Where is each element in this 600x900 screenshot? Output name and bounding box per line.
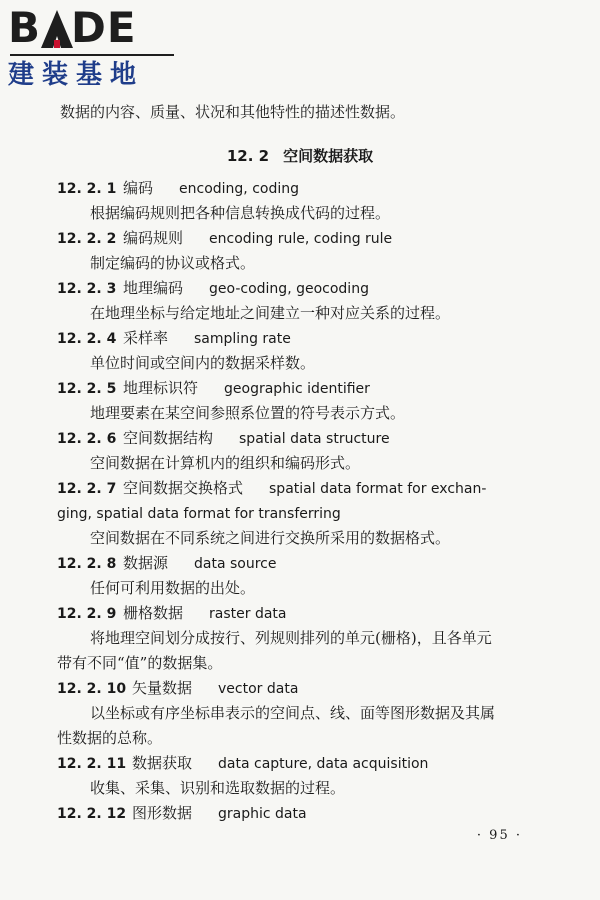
entry-heading bbox=[57, 678, 600, 699]
entry-definition: 地理要素在某空间参照系位置的符号表示方式。 bbox=[90, 404, 406, 422]
entry-term: 图形数据 bbox=[132, 804, 193, 822]
entry-english-term: geographic identifier bbox=[224, 381, 370, 397]
entry-english-term: sampling rate bbox=[194, 331, 291, 347]
entry-number: 12. 2. 7 bbox=[57, 481, 117, 497]
entry-term: 空间数据交换格式 bbox=[123, 479, 244, 497]
logo-wordmark: B DE bbox=[8, 3, 137, 52]
page-number: · 95 · bbox=[476, 828, 522, 843]
entry-heading bbox=[57, 753, 600, 774]
entry-definition: 在地理坐标与给定地址之间建立一种对应关系的过程。 bbox=[90, 304, 451, 322]
entry-english-term: raster data bbox=[209, 606, 287, 622]
intro-line: 数据的内容、质量、状况和其他特性的描述性数据。 bbox=[60, 103, 406, 121]
entry-term: 编码规则 bbox=[123, 229, 184, 247]
entry-number: 12. 2. 11 bbox=[57, 756, 127, 772]
entry-number: 12. 2. 1 bbox=[57, 181, 117, 197]
entry-definition: 性数据的总称。 bbox=[57, 729, 163, 747]
entry-definition: 收集、采集、识别和选取数据的过程。 bbox=[90, 779, 346, 797]
entry-english-term-continued bbox=[57, 503, 600, 524]
entry-number: 12. 2. 8 bbox=[57, 556, 117, 572]
entry-heading bbox=[57, 428, 600, 449]
entry-heading bbox=[57, 553, 600, 574]
entry-term: 矢量数据 bbox=[132, 679, 193, 697]
entry-heading bbox=[57, 603, 600, 624]
entry-term: 数据源 bbox=[123, 554, 169, 572]
entry-english-term: graphic data bbox=[218, 806, 307, 822]
entry-english-term-line2: ging, spatial data format for transferring bbox=[57, 506, 341, 522]
entry-definition: 以坐标或有序坐标串表示的空间点、线、面等图形数据及其属 bbox=[90, 704, 496, 722]
entry-term: 数据获取 bbox=[132, 754, 193, 772]
entry-definition: 任何可利用数据的出处。 bbox=[90, 579, 256, 597]
entry-term: 地理标识符 bbox=[123, 379, 199, 397]
entry-heading bbox=[57, 478, 600, 499]
entry-english-term: spatial data structure bbox=[239, 431, 390, 447]
entry-number: 12. 2. 3 bbox=[57, 281, 117, 297]
entry-number: 12. 2. 6 bbox=[57, 431, 117, 447]
entry-english-term: data capture, data acquisition bbox=[218, 756, 429, 772]
entry-definition: 制定编码的协议或格式。 bbox=[90, 254, 256, 272]
entry-english-term: encoding rule, coding rule bbox=[209, 231, 393, 247]
entry-heading bbox=[57, 803, 600, 824]
entry-number: 12. 2. 9 bbox=[57, 606, 117, 622]
entry-term: 编码 bbox=[123, 179, 154, 197]
section-number: 12. 2 bbox=[226, 147, 270, 165]
entry-english-term: vector data bbox=[218, 681, 299, 697]
entry-number: 12. 2. 4 bbox=[57, 331, 117, 347]
entry-english-term: encoding, coding bbox=[179, 181, 299, 197]
entry-definition: 单位时间或空间内的数据采样数。 bbox=[90, 354, 316, 372]
entry-english-term: geo-coding, geocoding bbox=[209, 281, 369, 297]
logo-subtitle: 建装基地 bbox=[8, 60, 145, 90]
section-heading bbox=[0, 146, 600, 166]
entry-number: 12. 2. 12 bbox=[57, 806, 127, 822]
entry-definition: 空间数据在计算机内的组织和编码形式。 bbox=[90, 454, 361, 472]
entry-number: 12. 2. 5 bbox=[57, 381, 117, 397]
entry-number: 12. 2. 10 bbox=[57, 681, 127, 697]
entry-number: 12. 2. 2 bbox=[57, 231, 117, 247]
entry-english-term: spatial data format for exchan- bbox=[269, 481, 487, 497]
entry-english-term: data source bbox=[194, 556, 277, 572]
entry-definition: 根据编码规则把各种信息转换成代码的过程。 bbox=[90, 204, 391, 222]
entry-heading bbox=[57, 228, 600, 249]
entry-heading bbox=[57, 378, 600, 399]
entry-definition: 空间数据在不同系统之间进行交换所采用的数据格式。 bbox=[90, 529, 451, 547]
entry-heading bbox=[57, 178, 600, 199]
entry-definition: 将地理空间划分成按行、列规则排列的单元(栅格)，且各单元 bbox=[90, 629, 492, 647]
entry-term: 采样率 bbox=[123, 329, 169, 347]
section-title: 空间数据获取 bbox=[283, 147, 374, 165]
entry-term: 栅格数据 bbox=[123, 604, 184, 622]
entry-term: 空间数据结构 bbox=[123, 429, 214, 447]
entry-heading bbox=[57, 278, 600, 299]
entry-term: 地理编码 bbox=[123, 279, 184, 297]
entry-definition: 带有不同“值”的数据集。 bbox=[57, 654, 223, 672]
entry-heading bbox=[57, 328, 600, 349]
